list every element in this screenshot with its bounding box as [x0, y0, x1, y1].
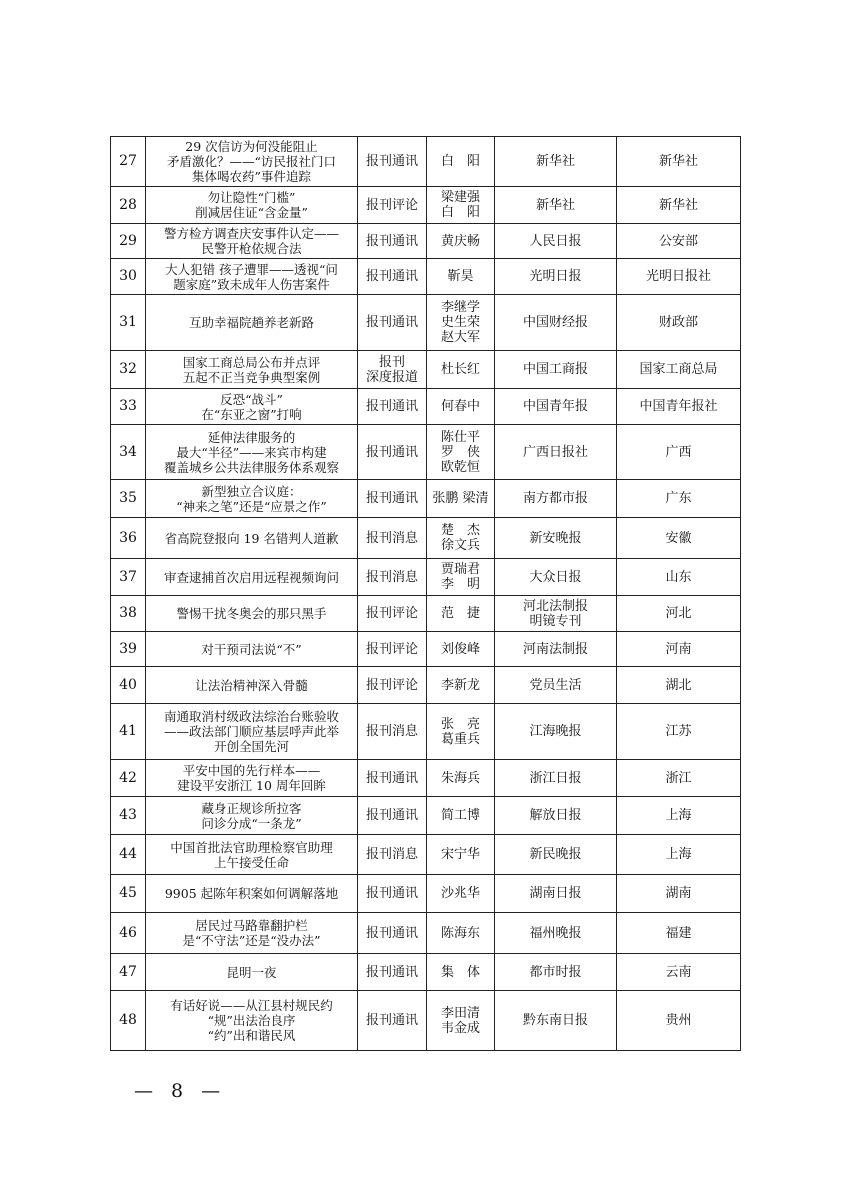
cell-number: 33 — [111, 389, 146, 425]
cell-publication: 湖南日报 — [495, 875, 617, 913]
cell-publication: 黔东南日报 — [495, 991, 617, 1051]
cell-recommender: 财政部 — [617, 295, 741, 351]
cell-number: 42 — [111, 760, 146, 797]
cell-publication: 新安晚报 — [495, 518, 617, 559]
cell-category: 报刊评论 — [358, 667, 427, 704]
cell-recommender: 河北 — [617, 596, 741, 632]
cell-number: 37 — [111, 559, 146, 596]
table-row — [111, 518, 741, 559]
cell-title: 大人犯错 孩子遭罪——透视“问 题家庭”致未成年人伤害案件 — [146, 259, 358, 295]
table-row — [111, 187, 741, 224]
cell-recommender: 湖南 — [617, 875, 741, 913]
table-row — [111, 389, 741, 425]
cell-recommender: 新华社 — [617, 187, 741, 224]
table-row — [111, 991, 741, 1051]
cell-author: 简工博 — [427, 797, 495, 835]
cell-publication: 新民晚报 — [495, 835, 617, 875]
table-row — [111, 797, 741, 835]
cell-category: 报刊通讯 — [358, 295, 427, 351]
cell-title: 南通取消村级政法综治台账验收 ——政法部门顺应基层呼声此举 开创全国先河 — [146, 704, 358, 760]
cell-publication: 广西日报社 — [495, 425, 617, 480]
table-row — [111, 351, 741, 389]
table-row — [111, 954, 741, 991]
cell-number: 29 — [111, 224, 146, 259]
cell-recommender: 上海 — [617, 835, 741, 875]
cell-author: 范 捷 — [427, 596, 495, 632]
cell-author: 集 体 — [427, 954, 495, 991]
cell-title: 反恐“战斗” 在“东亚之窗”打响 — [146, 389, 358, 425]
cell-category: 报刊通讯 — [358, 797, 427, 835]
cell-title: 居民过马路靠翻护栏 是“不守法”还是“没办法” — [146, 913, 358, 954]
cell-title: 对干预司法说“不” — [146, 632, 358, 667]
table-row — [111, 559, 741, 596]
cell-author: 梁建强 白 阳 — [427, 187, 495, 224]
cell-category: 报刊评论 — [358, 187, 427, 224]
cell-title: 警惕干扰冬奥会的那只黑手 — [146, 596, 358, 632]
page-number: — 8 — — [134, 1080, 227, 1102]
cell-number: 36 — [111, 518, 146, 559]
cell-category: 报刊通讯 — [358, 425, 427, 480]
cell-number: 34 — [111, 425, 146, 480]
cell-number: 44 — [111, 835, 146, 875]
cell-number: 47 — [111, 954, 146, 991]
cell-author: 陈仕平 罗 侠 欧乾恒 — [427, 425, 495, 480]
cell-recommender: 江苏 — [617, 704, 741, 760]
cell-title: 藏身正规诊所拉客 问诊分成“一条龙” — [146, 797, 358, 835]
cell-recommender: 新华社 — [617, 137, 741, 187]
cell-category: 报刊 深度报道 — [358, 351, 427, 389]
cell-author: 靳昊 — [427, 259, 495, 295]
cell-publication: 大众日报 — [495, 559, 617, 596]
cell-recommender: 光明日报社 — [617, 259, 741, 295]
cell-category: 报刊通讯 — [358, 480, 427, 518]
cell-title: 新型独立合议庭： “神来之笔”还是“应景之作” — [146, 480, 358, 518]
cell-title: 让法治精神深入骨髓 — [146, 667, 358, 704]
cell-category: 报刊通讯 — [358, 913, 427, 954]
cell-recommender: 福建 — [617, 913, 741, 954]
cell-recommender: 安徽 — [617, 518, 741, 559]
cell-title: 国家工商总局公布并点评 五起不正当竞争典型案例 — [146, 351, 358, 389]
cell-author: 刘俊峰 — [427, 632, 495, 667]
cell-number: 40 — [111, 667, 146, 704]
cell-title: 29 次信访为何没能阻止 矛盾激化？——“访民报社门口 集体喝农药”事件追踪 — [146, 137, 358, 187]
cell-category: 报刊通讯 — [358, 991, 427, 1051]
cell-publication: 解放日报 — [495, 797, 617, 835]
cell-author: 陈海东 — [427, 913, 495, 954]
table-row — [111, 137, 741, 187]
cell-author: 杜长红 — [427, 351, 495, 389]
cell-recommender: 山东 — [617, 559, 741, 596]
cell-category: 报刊通讯 — [358, 224, 427, 259]
cell-title: 昆明一夜 — [146, 954, 358, 991]
table-row — [111, 760, 741, 797]
cell-author: 黄庆畅 — [427, 224, 495, 259]
cell-publication: 浙江日报 — [495, 760, 617, 797]
cell-publication: 福州晚报 — [495, 913, 617, 954]
cell-title: 延伸法律服务的 最大“半径”——来宾市构建 覆盖城乡公共法律服务体系观察 — [146, 425, 358, 480]
cell-author: 何春中 — [427, 389, 495, 425]
cell-title: 9905 起陈年积案如何调解落地 — [146, 875, 358, 913]
cell-recommender: 贵州 — [617, 991, 741, 1051]
cell-author: 沙兆华 — [427, 875, 495, 913]
cell-publication: 都市时报 — [495, 954, 617, 991]
cell-author: 李田清 韦金成 — [427, 991, 495, 1051]
cell-publication: 人民日报 — [495, 224, 617, 259]
cell-number: 30 — [111, 259, 146, 295]
table-row — [111, 667, 741, 704]
cell-category: 报刊通讯 — [358, 760, 427, 797]
table-row — [111, 875, 741, 913]
cell-author: 李新龙 — [427, 667, 495, 704]
cell-title: 省高院登报向 19 名错判人道歉 — [146, 518, 358, 559]
cell-title: 有话好说——从江县村规民约 “规”出法治良序 “约”出和谐民风 — [146, 991, 358, 1051]
cell-recommender: 上海 — [617, 797, 741, 835]
cell-number: 31 — [111, 295, 146, 351]
cell-title: 审查逮捕首次启用远程视频询问 — [146, 559, 358, 596]
table-row — [111, 480, 741, 518]
cell-number: 48 — [111, 991, 146, 1051]
cell-number: 27 — [111, 137, 146, 187]
cell-title: 中国首批法官助理检察官助理 上午接受任命 — [146, 835, 358, 875]
cell-category: 报刊通讯 — [358, 954, 427, 991]
cell-recommender: 中国青年报社 — [617, 389, 741, 425]
cell-category: 报刊通讯 — [358, 875, 427, 913]
table-row — [111, 632, 741, 667]
cell-number: 32 — [111, 351, 146, 389]
cell-number: 45 — [111, 875, 146, 913]
cell-category: 报刊评论 — [358, 596, 427, 632]
cell-publication: 党员生活 — [495, 667, 617, 704]
cell-title: 勿让隐性“门槛” 削减居住证“含金量” — [146, 187, 358, 224]
cell-title: 警方检方调查庆安事件认定—— 民警开枪依规合法 — [146, 224, 358, 259]
cell-category: 报刊评论 — [358, 632, 427, 667]
cell-publication: 河北法制报 明镜专刊 — [495, 596, 617, 632]
table-row — [111, 259, 741, 295]
table-row — [111, 596, 741, 632]
cell-category: 报刊通讯 — [358, 137, 427, 187]
cell-author: 李继学 史生荣 赵大军 — [427, 295, 495, 351]
cell-recommender: 浙江 — [617, 760, 741, 797]
cell-publication: 中国工商报 — [495, 351, 617, 389]
cell-author: 白 阳 — [427, 137, 495, 187]
cell-author: 宋宁华 — [427, 835, 495, 875]
cell-category: 报刊通讯 — [358, 389, 427, 425]
cell-number: 28 — [111, 187, 146, 224]
cell-publication: 中国青年报 — [495, 389, 617, 425]
cell-author: 张鹏 梁清 — [427, 480, 495, 518]
cell-recommender: 广东 — [617, 480, 741, 518]
cell-recommender: 广西 — [617, 425, 741, 480]
cell-number: 38 — [111, 596, 146, 632]
award-list-table — [110, 136, 741, 1051]
table-row — [111, 295, 741, 351]
cell-author: 楚 杰 徐文兵 — [427, 518, 495, 559]
table-row — [111, 224, 741, 259]
cell-author: 贾瑞君 李 明 — [427, 559, 495, 596]
table-row — [111, 835, 741, 875]
cell-author: 朱海兵 — [427, 760, 495, 797]
cell-number: 35 — [111, 480, 146, 518]
cell-number: 43 — [111, 797, 146, 835]
cell-publication: 光明日报 — [495, 259, 617, 295]
cell-category: 报刊通讯 — [358, 259, 427, 295]
cell-recommender: 湖北 — [617, 667, 741, 704]
cell-category: 报刊消息 — [358, 704, 427, 760]
cell-number: 41 — [111, 704, 146, 760]
cell-publication: 中国财经报 — [495, 295, 617, 351]
cell-category: 报刊消息 — [358, 559, 427, 596]
table-row — [111, 913, 741, 954]
cell-number: 46 — [111, 913, 146, 954]
cell-title: 互助幸福院趟养老新路 — [146, 295, 358, 351]
table-body — [111, 137, 741, 1051]
cell-publication: 河南法制报 — [495, 632, 617, 667]
cell-publication: 南方都市报 — [495, 480, 617, 518]
cell-recommender: 河南 — [617, 632, 741, 667]
cell-publication: 江海晚报 — [495, 704, 617, 760]
cell-category: 报刊消息 — [358, 835, 427, 875]
cell-publication: 新华社 — [495, 137, 617, 187]
cell-title: 平安中国的先行样本—— 建设平安浙江 10 周年回眸 — [146, 760, 358, 797]
cell-recommender: 云南 — [617, 954, 741, 991]
cell-author: 张 亮 葛重兵 — [427, 704, 495, 760]
cell-recommender: 公安部 — [617, 224, 741, 259]
table-row — [111, 425, 741, 480]
cell-number: 39 — [111, 632, 146, 667]
table-row — [111, 704, 741, 760]
cell-category: 报刊消息 — [358, 518, 427, 559]
cell-recommender: 国家工商总局 — [617, 351, 741, 389]
cell-publication: 新华社 — [495, 187, 617, 224]
